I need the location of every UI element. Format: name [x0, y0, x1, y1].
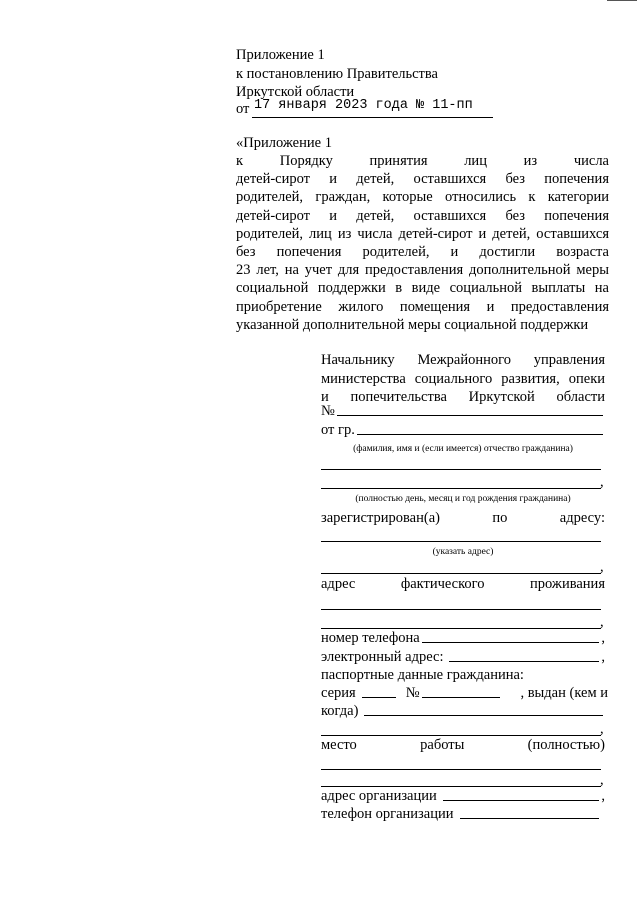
- org-address-blank[interactable]: [443, 800, 600, 801]
- header-date-prefix: от: [236, 101, 250, 117]
- actual-address-word: фактического: [400, 576, 485, 592]
- addressee-line: министерства социального развития, опеки: [321, 370, 605, 387]
- registered-word: зарегистрирован(а): [321, 510, 440, 526]
- phone-field[interactable]: [321, 630, 605, 647]
- org-address-field[interactable]: [321, 788, 605, 805]
- phone-blank[interactable]: [422, 642, 600, 643]
- scan-edge-mark: [607, 0, 637, 4]
- caption-name: (фамилия, имя и (если имеется) отчество гражданина): [353, 444, 573, 454]
- from-label: от гр.: [321, 422, 355, 438]
- from-blank[interactable]: [357, 434, 603, 435]
- org-phone-label: телефон организации: [321, 806, 454, 822]
- header-date-underline: [252, 117, 493, 118]
- actual-address-blank-line-1[interactable]: [321, 609, 601, 610]
- passport-number-blank[interactable]: [422, 697, 500, 698]
- appendix-text: [236, 152, 609, 334]
- header-date-value: 17 января 2023 года № 11-пп: [254, 98, 473, 113]
- caption-birth: (полностью день, месяц и год рождения гражданина): [355, 494, 571, 504]
- addressee-line: и попечительства Иркутской области: [321, 389, 605, 405]
- comma: ,: [601, 788, 605, 804]
- issued-blank-line-2[interactable]: [321, 735, 601, 736]
- appendix-line: родителей, лиц из числа детей-сирот и детей, оставшихся: [236, 225, 609, 242]
- appendix-line: 23 лет, на учет для предоставления дополнительной меры: [236, 262, 609, 279]
- name-blank-line-2[interactable]: [321, 488, 601, 489]
- header-line-1: Приложение 1: [236, 47, 325, 63]
- email-field[interactable]: [321, 649, 605, 666]
- issued-label: , выдан (кем и: [520, 685, 608, 701]
- actual-address-blank-line-2[interactable]: [321, 628, 601, 629]
- appendix-title: «Приложение 1: [236, 135, 332, 151]
- registered-blank-line-1[interactable]: [321, 541, 601, 542]
- work-word: место: [321, 737, 357, 753]
- series-label: серия: [321, 685, 356, 701]
- series-blank[interactable]: [362, 697, 396, 698]
- issued-when-field[interactable]: [321, 703, 605, 720]
- appendix-line: без попечения родителей, и достигли возраста: [236, 244, 609, 261]
- actual-address-word: проживания: [530, 576, 605, 592]
- work-blank-line-2[interactable]: [321, 786, 601, 787]
- header-line-3: Иркутской области: [236, 84, 355, 100]
- appendix-line: указанной дополнительной меры социальной поддержки: [236, 316, 589, 333]
- name-blank-line-1[interactable]: [321, 469, 601, 470]
- addressee: [321, 351, 605, 407]
- appendix-line: детей-сирот и детей, оставшихся без попечения: [236, 207, 609, 224]
- work-blank-line-1[interactable]: [321, 769, 601, 770]
- registered-row: [321, 510, 605, 527]
- header-line-2: к постановлению Правительства: [236, 66, 438, 82]
- comma: ,: [601, 649, 605, 665]
- passport-series-row: [321, 685, 608, 702]
- work-word: работы: [420, 737, 465, 753]
- actual-address-word: адрес: [321, 576, 356, 592]
- org-phone-blank[interactable]: [460, 818, 600, 819]
- appendix-line: приобретение жилого помещения и предоставления: [236, 298, 609, 315]
- registered-word: по: [492, 510, 508, 526]
- comma: ,: [601, 630, 605, 646]
- registered-blank-line-2[interactable]: [321, 573, 601, 574]
- comma: ,: [600, 559, 604, 575]
- issued-when-blank[interactable]: [364, 715, 603, 716]
- phone-label: номер телефона: [321, 630, 420, 646]
- email-blank[interactable]: [449, 661, 599, 662]
- passport-number-sign: №: [405, 685, 420, 701]
- work-word: (полностью): [527, 737, 605, 753]
- email-label: электронный адрес:: [321, 649, 444, 665]
- actual-address-row: [321, 576, 605, 593]
- caption-address: (указать адрес): [432, 547, 494, 557]
- work-row: [321, 737, 605, 754]
- comma: ,: [600, 474, 604, 490]
- appendix-line: к Порядку принятия лиц из числа: [236, 153, 609, 169]
- from-field[interactable]: [321, 422, 605, 439]
- appendix-line: социальной поддержки в виде социальной выплаты на: [236, 280, 609, 297]
- comma: ,: [600, 772, 604, 788]
- org-phone-field[interactable]: [321, 806, 601, 823]
- number-label: №: [321, 403, 335, 419]
- when-label: когда): [321, 703, 359, 719]
- appendix-line: родителей, граждан, которые относились к категории: [236, 189, 609, 206]
- addressee-line: Начальнику Межрайонного управления: [321, 352, 605, 368]
- registered-word: адресу:: [559, 510, 605, 526]
- org-address-label: адрес организации: [321, 788, 437, 804]
- comma: ,: [600, 721, 604, 737]
- appendix-line: детей-сирот и детей, оставшихся без попечения: [236, 171, 609, 188]
- number-blank[interactable]: [337, 415, 603, 416]
- passport-label: паспортные данные гражданина:: [321, 667, 524, 683]
- number-field[interactable]: [321, 403, 605, 420]
- comma: ,: [600, 614, 604, 630]
